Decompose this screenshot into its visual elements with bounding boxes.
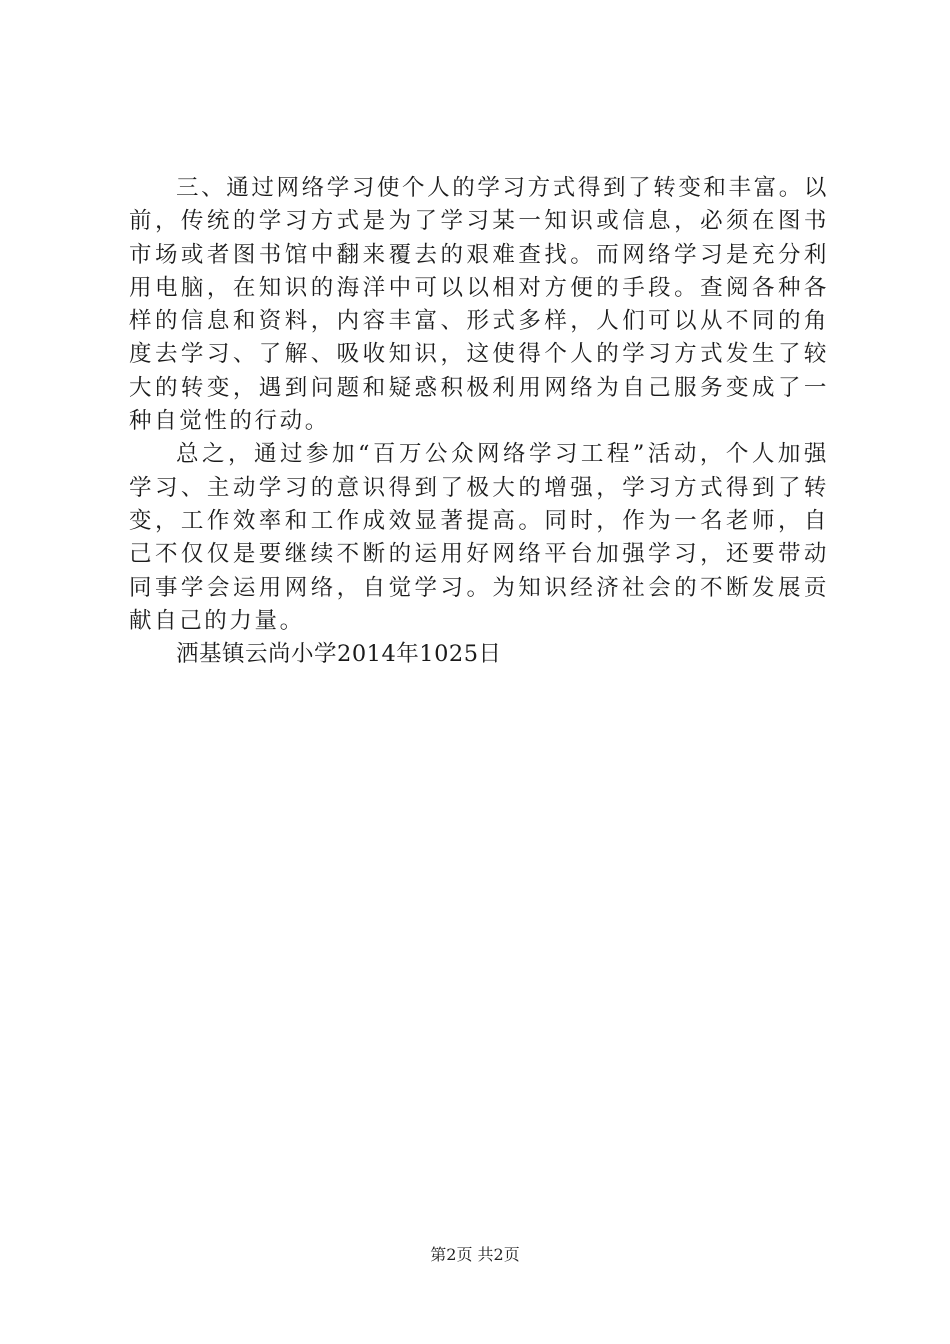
page-footer bbox=[0, 1242, 950, 1265]
document-body bbox=[129, 172, 829, 671]
paragraph-learning-method: 三、通过网络学习使个人的学习方式得到了转变和丰富。以前，传统的学习方式是为了学习某一知识或信息，必须在图书市场或者图书馆中翻来覆去的艰难查找。而网络学习是充分利用电脑，在知识的海洋中可以以相对方便的手段。查阅各种各样的信息和资料，内容丰富、形式多样，人们可以从不同的角度去学习、了解、吸收知识，这使得个人的学习方式发生了较大的转变，遇到问题和疑惑积极利用网络为自己服务变成了一种自觉性的行动。 bbox=[129, 175, 829, 435]
paragraph-conclusion: 总之，通过参加“百万公众网络学习工程”活动，个人加强学习、主动学习的意识得到了极大的增强，学习方式得到了转变，工作效率和工作成效显著提高。同时，作为一名老师，自己不仅仅是要继续不断的运用好网络平台加强学习，还要带动同事学会运用网络，自觉学习。为知识经济社会的不断发展贡献自己的力量。 bbox=[129, 441, 829, 634]
page-number: 第2页 共2页 bbox=[430, 1245, 520, 1264]
signature-line: 洒基镇云尚小学2014年1025日 bbox=[176, 641, 502, 668]
